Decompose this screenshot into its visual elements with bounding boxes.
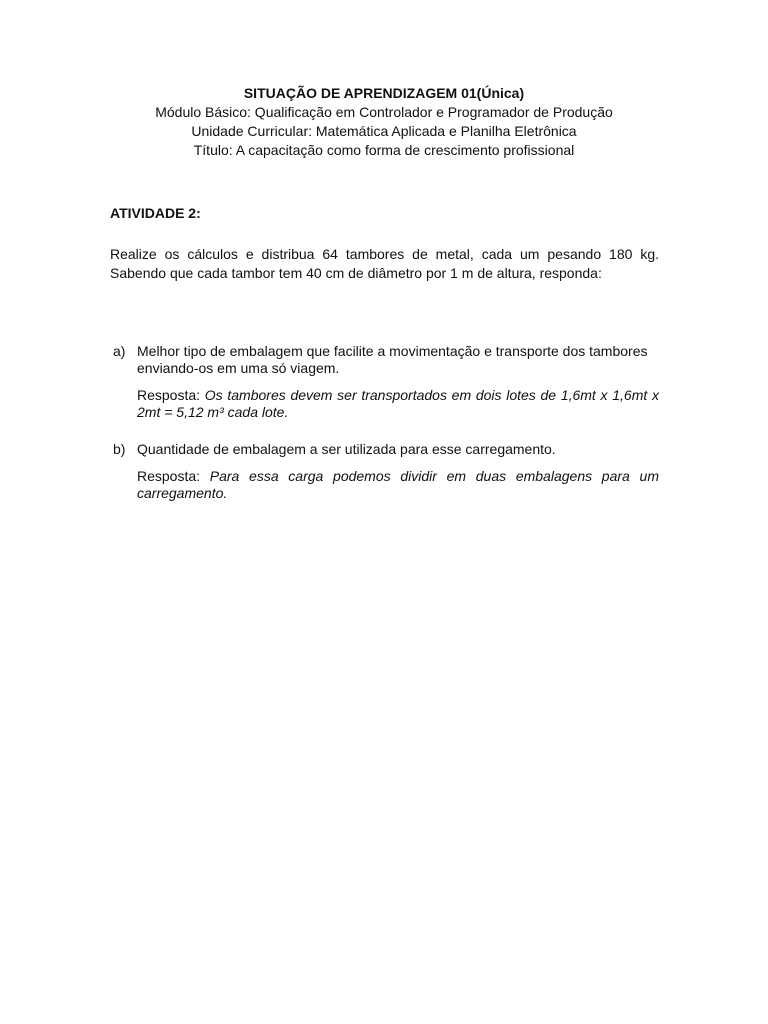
answer-text: Para essa carga podemos dividir em duas embalagens para um carregamento. <box>137 468 659 501</box>
answer-text: Os tambores devem ser transportados em dois lotes de 1,6mt x 1,6mt x 2mt = 5,12 m³ cada lote. <box>137 387 659 420</box>
question-text: Quantidade de embalagem a ser utilizada para esse carregamento. <box>137 441 556 457</box>
answer-label: Resposta: <box>137 468 210 484</box>
activity-heading: ATIVIDADE 2: <box>110 205 201 221</box>
subtitle-line: Título: A capacitação como forma de crescimento profissional <box>193 142 575 158</box>
document-header <box>0 84 768 160</box>
question-marker: b) <box>113 441 126 457</box>
answer-a <box>137 387 659 421</box>
unit-line: Unidade Curricular: Matemática Aplicada e Planilha Eletrônica <box>191 123 577 139</box>
question-marker: a) <box>113 343 126 359</box>
question-b <box>110 441 659 502</box>
document-title: SITUAÇÃO DE APRENDIZAGEM 01(Única) <box>243 85 525 101</box>
answer-b <box>137 468 659 502</box>
activity-intro: Realize os cálculos e distribua 64 tambores de metal, cada um pesando 180 kg. Sabendo que cada tambor tem 40 cm de diâmetro por 1 m de altura, responda: <box>110 246 659 281</box>
question-text: Melhor tipo de embalagem que facilite a movimentação e transporte dos tambores enviando-os em uma só viagem. <box>137 343 648 376</box>
module-line: Módulo Básico: Qualificação em Controlador e Programador de Produção <box>155 104 613 120</box>
question-a <box>110 343 659 421</box>
answer-label: Resposta: <box>137 387 205 403</box>
